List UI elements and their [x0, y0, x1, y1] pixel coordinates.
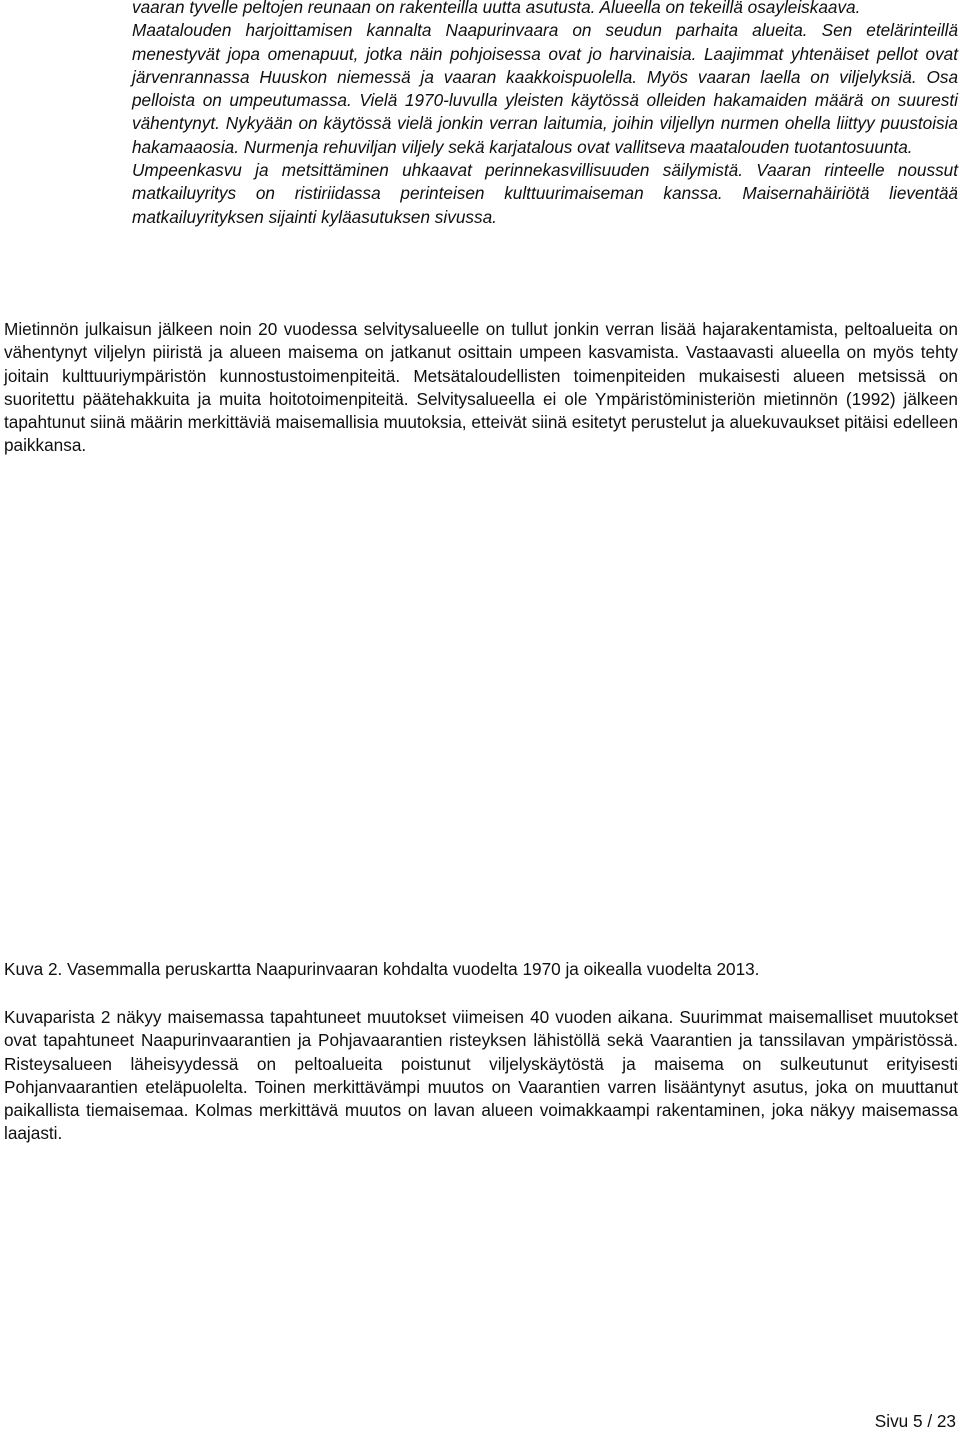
- figure-area: [4, 470, 958, 948]
- page-number: Sivu 5 / 23: [874, 1411, 956, 1431]
- quoted-excerpt: [132, 0, 958, 229]
- body-paragraph-2-text: Kuvaparista 2 näkyy maisemassa tapahtuneet muutokset viimeisen 40 vuoden aikana. Suurimmat maisemalliset muutokset ovat tapahtuneet Naapurinvaarantien ja Pohjavaarantien risteyksen lähistöllä sekä Vaarantien ja tanssilavan ympäristössä. Risteysalueen läheisyydessä on peltoalueita poistunut viljelyskäytöstä ja maisema on sulkeutunut erityisesti Pohjanvaarantien eteläpuolelta. Toinen merkittävämpi muutos on Vaarantien varren lisääntynyt asutus, joka on muuttanut paikallista tiemaisemaa. Kolmas merkittävä muutos on lavan alueen voimakkaampi rakentaminen, joka näkyy maisemassa laajasti.: [4, 1007, 958, 1144]
- body-paragraph-1-text: Mietinnön julkaisun jälkeen noin 20 vuodessa selvitysalueelle on tullut jonkin verran lisää hajarakentamista, peltoalueita on vähentynyt viljelyn piiristä ja alueen maisema on jatkanut osittain umpeen kasvamista. Vastaavasti alueella on myös tehty joitain kulttuuriympäristön kunnostustoimenpiteitä. Metsätaloudellisten toimenpiteiden mukaisesti alueen metsissä on suoritettu päätehakkuita ja muita hoitotoimenpiteitä. Selvitysalueella ei ole Ympäristöministeriön mietinnön (1992) jälkeen tapahtunut siinä määrin merkittäviä maisemallisia muutoksia, etteivät siinä esitetyt perustelut ja aluekuvaukset pitäisi edelleen paikkansa.: [4, 319, 958, 456]
- quote-paragraph-1: vaaran tyvelle peltojen reunaan on rakenteilla uutta asutusta. Alueella on tekeillä osayleiskaava.: [132, 0, 861, 17]
- figure-caption: Kuva 2. Vasemmalla peruskartta Naapurinvaaran kohdalta vuodelta 1970 ja oikealla vuodelta 2013.: [4, 959, 760, 979]
- quote-paragraph-2: Maatalouden harjoittamisen kannalta Naapurinvaara on seudun parhaita alueita. Sen etelärinteillä menestyvät jopa omenapuut, jotka näin pohjoisessa ovat jo harvinaisia. Laajimmat yhtenäiset pellot ovat järvenrannassa Huuskon niemessä ja vaaran kaakkoispuolella. Myös vaaran laella on viljelyksiä. Osa pelloista on umpeutumassa. Vielä 1970-luvulla yleisten käytössä olleiden hakamaiden määrä on suuresti vähentynyt. Nykyään on käytössä vielä jonkin verran laitumia, joihin viljellyn nurmen ohella liittyy puustoisia hakamaaosia. Nurmenja rehuviljan viljely sekä karjatalous ovat vallitseva maatalouden tuotantosuunta.: [132, 20, 958, 157]
- body-paragraph-2: [4, 1006, 958, 1146]
- quote-paragraph-3: Umpeenkasvu ja metsittäminen uhkaavat perinnekasvillisuuden säilymistä. Vaaran rinteelle noussut matkailuyritys on ristiriidassa perinteisen kulttuurimaiseman kanssa. Maisernahäiriötä lieventää matkailuyrityksen sijainti kyläasutuksen sivussa.: [132, 160, 958, 227]
- body-paragraph-1: [4, 318, 958, 458]
